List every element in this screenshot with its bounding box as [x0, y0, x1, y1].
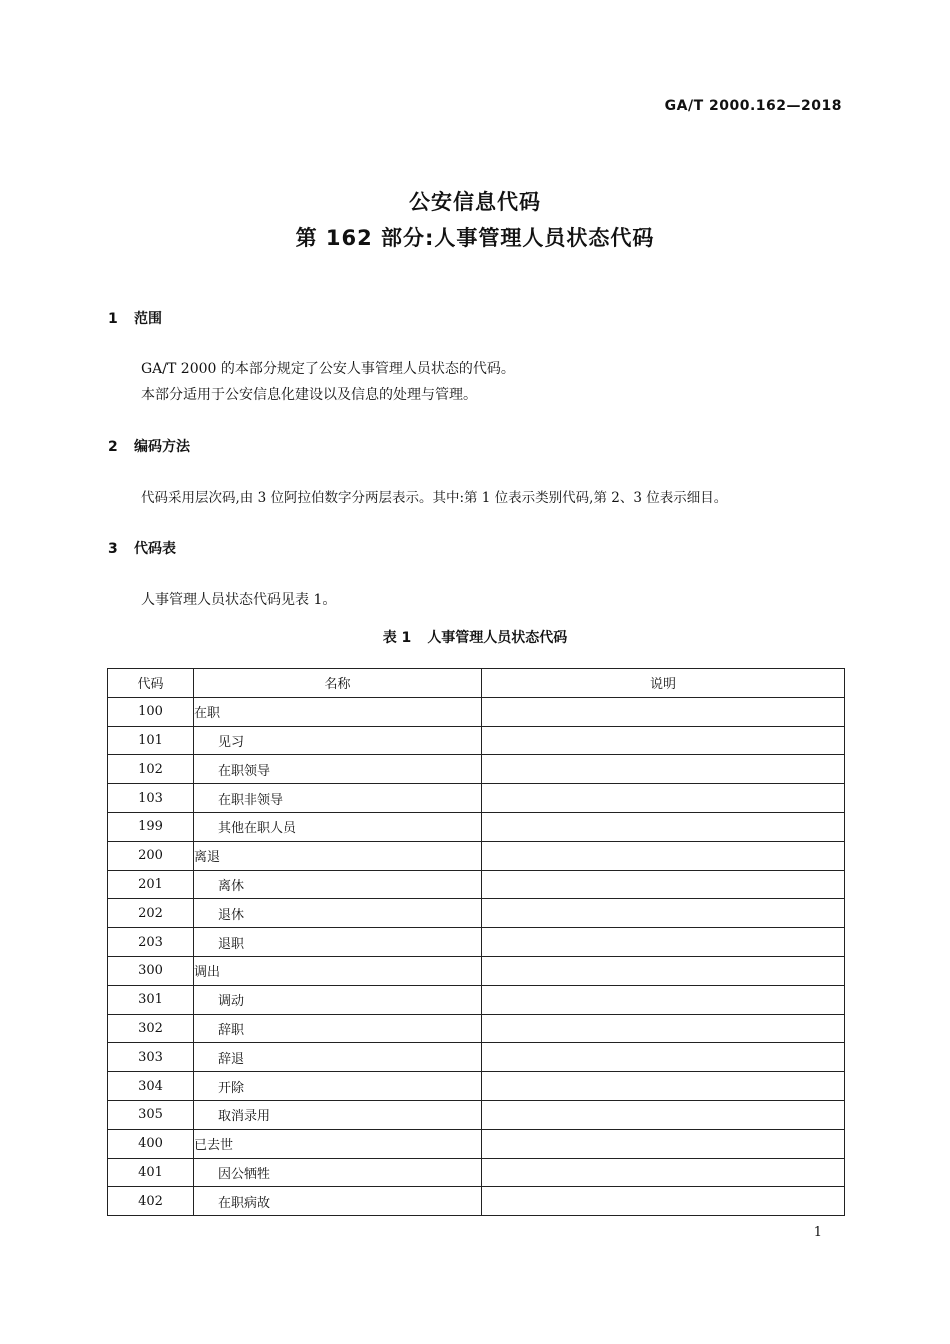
paragraph: 代码采用层次码,由 3 位阿拉伯数字分两层表示。其中:第 1 位表示类别代码,第 2、3 位表示细目。 — [141, 490, 728, 506]
code-cell: 300 — [108, 956, 194, 985]
note-cell — [482, 755, 845, 784]
name-cell: 退休 — [194, 899, 482, 928]
code-cell: 301 — [108, 985, 194, 1014]
section-heading-scope — [108, 308, 162, 328]
note-cell — [482, 1014, 845, 1043]
table-row — [108, 985, 845, 1014]
column-header-name: 名称 — [194, 669, 482, 698]
note-cell — [482, 841, 845, 870]
note-cell — [482, 1100, 845, 1129]
note-cell — [482, 899, 845, 928]
table-row — [108, 1072, 845, 1101]
section-number: 3 — [108, 541, 118, 557]
note-cell — [482, 697, 845, 726]
table-row — [108, 870, 845, 899]
name-cell: 取消录用 — [194, 1100, 482, 1129]
page-number: 1 — [813, 1225, 822, 1240]
column-header-code: 代码 — [108, 669, 194, 698]
name-cell: 辞职 — [194, 1014, 482, 1043]
section-heading-code-table — [108, 538, 176, 558]
paragraph: 本部分适用于公安信息化建设以及信息的处理与管理。 — [141, 387, 477, 403]
table-row — [108, 1187, 845, 1216]
name-cell: 离退 — [194, 841, 482, 870]
paragraph: GA/T 2000 的本部分规定了公安人事管理人员状态的代码。 — [141, 361, 515, 377]
table-row — [108, 784, 845, 813]
code-cell: 200 — [108, 841, 194, 870]
note-cell — [482, 956, 845, 985]
name-cell: 开除 — [194, 1072, 482, 1101]
table-row — [108, 1129, 845, 1158]
note-cell — [482, 726, 845, 755]
name-cell: 在职病故 — [194, 1187, 482, 1216]
section-title: 范围 — [134, 311, 162, 327]
table-caption-title: 人事管理人员状态代码 — [427, 630, 568, 646]
table-row — [108, 1158, 845, 1187]
note-cell — [482, 1129, 845, 1158]
name-cell: 离休 — [194, 870, 482, 899]
column-header-note: 说明 — [482, 669, 845, 698]
paragraph: 人事管理人员状态代码见表 1。 — [141, 592, 337, 608]
document-subtitle: 第 162 部分:人事管理人员状态代码 — [295, 226, 655, 250]
table-row — [108, 812, 845, 841]
code-cell: 201 — [108, 870, 194, 899]
code-cell: 102 — [108, 755, 194, 784]
name-cell: 其他在职人员 — [194, 812, 482, 841]
section-title: 编码方法 — [134, 439, 190, 455]
document-title: 公安信息代码 — [409, 190, 541, 214]
name-cell: 见习 — [194, 726, 482, 755]
table-header-row — [108, 669, 845, 698]
table-row — [108, 1043, 845, 1072]
table-row — [108, 726, 845, 755]
code-cell: 303 — [108, 1043, 194, 1072]
name-cell: 在职非领导 — [194, 784, 482, 813]
table-row — [108, 1100, 845, 1129]
standard-code: GA/T 2000.162—2018 — [664, 98, 842, 114]
note-cell — [482, 928, 845, 957]
name-cell: 辞退 — [194, 1043, 482, 1072]
code-cell: 101 — [108, 726, 194, 755]
code-cell: 199 — [108, 812, 194, 841]
note-cell — [482, 1158, 845, 1187]
table-row — [108, 928, 845, 957]
table-row — [108, 1014, 845, 1043]
code-cell: 305 — [108, 1100, 194, 1129]
name-cell: 退职 — [194, 928, 482, 957]
table-row — [108, 841, 845, 870]
section-number: 2 — [108, 439, 118, 455]
note-cell — [482, 1043, 845, 1072]
section-number: 1 — [108, 311, 118, 327]
code-cell: 304 — [108, 1072, 194, 1101]
note-cell — [482, 1187, 845, 1216]
table-row — [108, 956, 845, 985]
note-cell — [482, 870, 845, 899]
section-title: 代码表 — [134, 541, 176, 557]
code-cell: 202 — [108, 899, 194, 928]
note-cell — [482, 784, 845, 813]
code-cell: 203 — [108, 928, 194, 957]
table-row — [108, 697, 845, 726]
code-table — [107, 668, 845, 1216]
name-cell: 在职领导 — [194, 755, 482, 784]
note-cell — [482, 985, 845, 1014]
table-row — [108, 899, 845, 928]
code-cell: 302 — [108, 1014, 194, 1043]
note-cell — [482, 1072, 845, 1101]
note-cell — [482, 812, 845, 841]
code-cell: 100 — [108, 697, 194, 726]
code-cell: 401 — [108, 1158, 194, 1187]
table-caption — [0, 627, 950, 647]
name-cell: 调动 — [194, 985, 482, 1014]
section-heading-encoding — [108, 436, 190, 456]
table-row — [108, 755, 845, 784]
code-cell: 103 — [108, 784, 194, 813]
code-cell: 402 — [108, 1187, 194, 1216]
name-cell: 在职 — [194, 697, 482, 726]
name-cell: 因公牺牲 — [194, 1158, 482, 1187]
name-cell: 调出 — [194, 956, 482, 985]
code-cell: 400 — [108, 1129, 194, 1158]
table-caption-number: 表 1 — [382, 630, 412, 646]
name-cell: 已去世 — [194, 1129, 482, 1158]
